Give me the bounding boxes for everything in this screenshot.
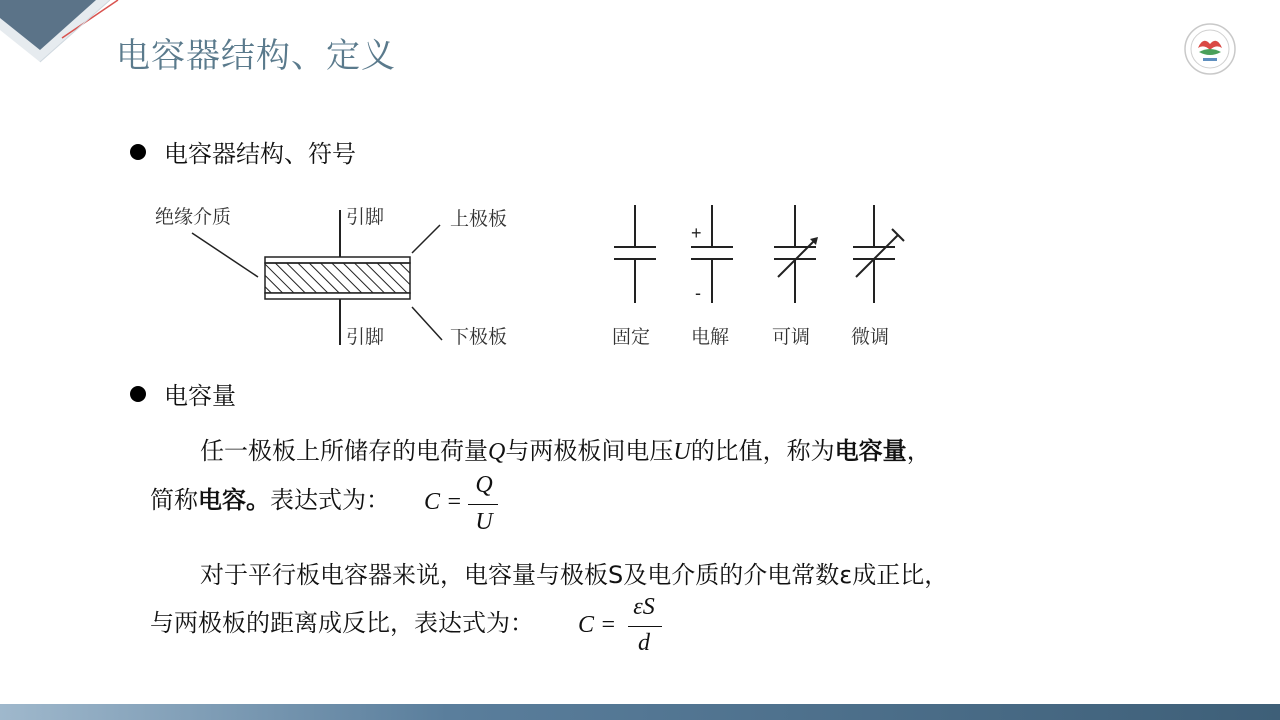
bottom-bar bbox=[0, 704, 1280, 720]
parallel-plate-line-2: 与两极板的距离成反比，表达式为： bbox=[150, 609, 534, 637]
symbol-trimmer bbox=[851, 205, 904, 348]
text-segment: 表达式为： bbox=[270, 486, 390, 514]
label-lead-top: 引脚 bbox=[346, 206, 385, 228]
symbol-electrolytic-label: 电解 bbox=[691, 326, 730, 348]
bullet-structure-label: 电容器结构、符号 bbox=[164, 140, 356, 168]
page-title: 电容器结构、定义 bbox=[116, 36, 396, 76]
symbol-fixed bbox=[612, 205, 656, 348]
label-lead-bottom: 引脚 bbox=[346, 326, 385, 348]
definition-line-2 bbox=[150, 485, 390, 515]
term-capacitance: 电容量 bbox=[834, 437, 907, 465]
symbol-electrolytic bbox=[691, 205, 733, 348]
symbol-adjustable-label: 可调 bbox=[772, 326, 811, 348]
label-upper-plate: 上极板 bbox=[450, 208, 508, 230]
corner-decoration bbox=[0, 0, 130, 100]
definition-line-1 bbox=[200, 436, 931, 467]
formula-numerator: Q bbox=[475, 472, 493, 498]
text-segment: 与两极板间电压 bbox=[505, 437, 674, 465]
label-lower-plate: 下极板 bbox=[450, 326, 508, 348]
capacitor-structure bbox=[155, 206, 507, 348]
school-logo bbox=[1183, 22, 1237, 76]
text-segment: 的比值，称为 bbox=[690, 437, 835, 465]
fraction-bar bbox=[468, 504, 498, 505]
symbol-adjustable bbox=[772, 205, 818, 348]
symbol-q: Q bbox=[488, 439, 506, 465]
formula-c-q-u bbox=[424, 472, 504, 538]
formula-denominator: d bbox=[638, 630, 650, 656]
label-dielectric: 绝缘介质 bbox=[155, 206, 232, 228]
symbol-trimmer-label: 微调 bbox=[851, 326, 890, 348]
bullet-structure bbox=[130, 134, 356, 169]
term-capacitance-short: 电容。 bbox=[198, 486, 270, 514]
text-segment: 任一极板上所储存的电荷量 bbox=[200, 437, 488, 465]
formula-lhs: C = bbox=[578, 612, 617, 638]
parallel-plate-line-1: 对于平行板电容器来说，电容量与极板S及电介质的介电常数ε成正比， bbox=[200, 561, 949, 589]
symbol-u: U bbox=[673, 439, 691, 465]
formula-denominator: U bbox=[475, 509, 493, 535]
formula-c-es-d bbox=[578, 594, 668, 660]
capacitor-diagram bbox=[150, 195, 930, 360]
bullet-capacitance bbox=[130, 376, 236, 411]
symbol-fixed-label: 固定 bbox=[612, 326, 651, 348]
text-segment: ， bbox=[906, 437, 931, 465]
bullet-dot bbox=[130, 144, 146, 160]
formula-lhs: C = bbox=[424, 489, 463, 515]
formula-numerator: εS bbox=[633, 594, 655, 620]
minus-sign: - bbox=[695, 283, 701, 303]
fraction-bar bbox=[628, 626, 662, 627]
plus-sign: + bbox=[691, 223, 702, 243]
text-segment: 简称 bbox=[150, 486, 198, 514]
bullet-capacitance-label: 电容量 bbox=[164, 382, 236, 410]
bullet-dot bbox=[130, 386, 146, 402]
